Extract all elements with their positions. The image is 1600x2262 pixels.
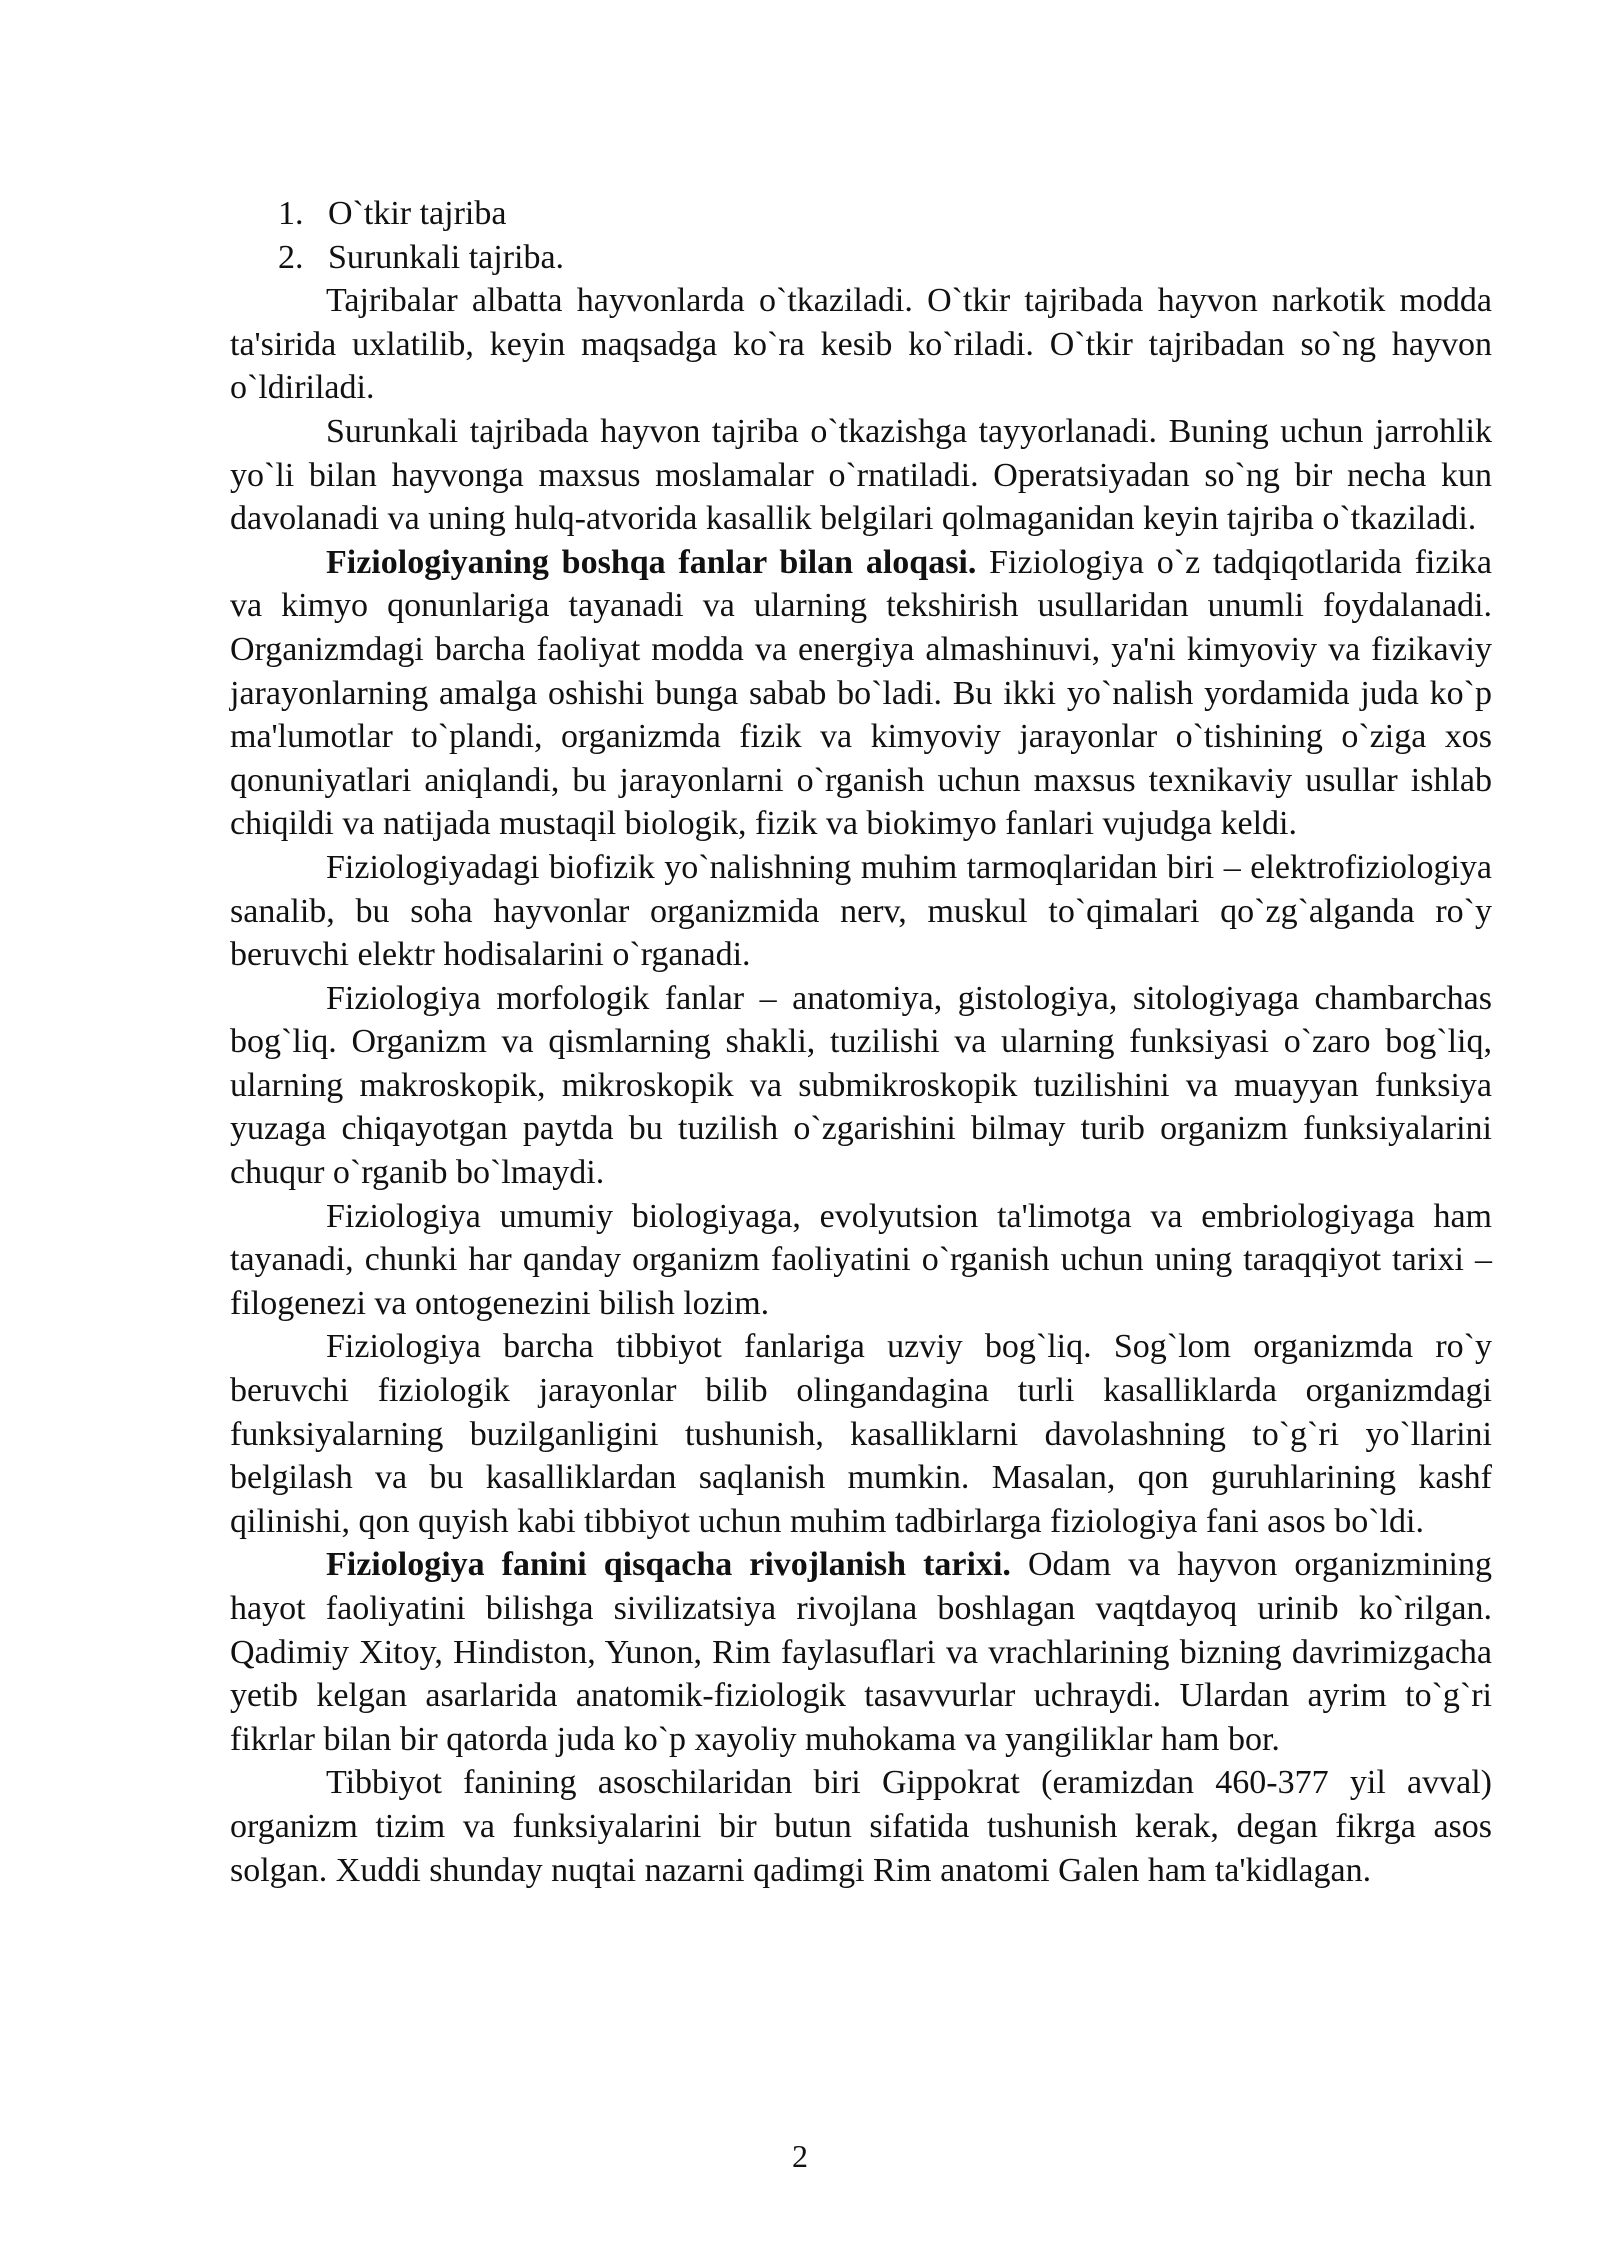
- paragraph-text: Fiziologiya morfologik fanlar – anatomiya, gistologiya, sitologiyaga chambarchas bog`liq. Organizm va qismlarning shakli, tuzilishi va ularning funksiyasi o`zaro bog`liq, ularning makroskopik, mikroskopik va submikroskopik tuzilishini va muayyan funksiya yuzaga chiqayotgan paytda bu tuzilish o`zgarishini bilmay turib organizm funksiyalarini chuqur o`rganib bo`lmaydi.: [230, 979, 1492, 1192]
- document-page: [230, 192, 1492, 1892]
- paragraph: [230, 1195, 1492, 1326]
- section-heading: Fiziologiya fanini qisqacha rivojlanish tarixi.: [326, 1546, 1011, 1584]
- paragraph-text: Fiziologiyadagi biofizik yo`nalishning muhim tarmoqlaridan biri – elektrofiziologiya sanalib, bu soha hayvonlar organizmida nerv, muskul to`qimalari qo`zg`alganda ro`y beruvchi elektr hodisalarini o`rganadi.: [230, 848, 1492, 974]
- list-text: O`tkir tajriba: [328, 195, 507, 232]
- paragraph: [230, 977, 1492, 1195]
- paragraph: [230, 846, 1492, 977]
- page-number: 2: [792, 2138, 808, 2174]
- paragraph-text: Fiziologiya o`z tadqiqotlarida fizika va kimyo qonunlariga tayanadi va ularning tekshirish usullaridan unumli foydalanadi. Organizmdagi barcha faoliyat modda va energiya almashinuvi, ya'ni kimyoviy va fizikaviy jarayonlarning amalga oshishi bunga sabab bo`ladi. Bu ikki yo`nalish yordamida juda ko`p ma'lumotlar to`plandi, organizmda fizik va kimyoviy jarayonlar o`tishining o`ziga xos qonuniyatlari aniqlandi, bu jarayonlarni o`rganish uchun maxsus texnikaviy usullar ishlab chiqildi va natijada mustaqil biologik, fizik va biokimyo fanlari vujudga keldi.: [230, 543, 1492, 843]
- list-number: 2.: [278, 238, 304, 276]
- section-heading: Fiziologiyaning boshqa fanlar bilan aloqasi.: [326, 543, 977, 581]
- list-number: 1.: [278, 195, 304, 232]
- paragraph: [230, 1761, 1492, 1892]
- paragraph: [230, 279, 1492, 410]
- paragraph-text: Tajribalar albatta hayvonlarda o`tkaziladi. O`tkir tajribada hayvon narkotik modda ta'sirida uxlatilib, keyin maqsadga ko`ra kesib ko`riladi. O`tkir tajribadan so`ng hayvon o`ldiriladi.: [230, 282, 1492, 407]
- paragraph: [230, 410, 1492, 541]
- paragraph-text: Fiziologiya umumiy biologiyaga, evolyutsion ta'limotga va embriologiyaga ham tayanadi, chunki har qanday organizm faoliyatini o`rganish uchun uning taraqqiyot tarixi – filogenezi va ontogenezini bilish lozim.: [230, 1197, 1492, 1322]
- list-item: [230, 192, 1492, 236]
- numbered-list: [230, 192, 1492, 279]
- paragraph: [230, 541, 1492, 846]
- paragraph-text: Tibbiyot fanining asoschilaridan biri Gippokrat (eramizdan 460-377 yil avval) organizm tizim va funksiyalarini bir butun sifatida tushunish kerak, degan fikrga asos solgan. Xuddi shunday nuqtai nazarni qadimgi Rim anatomi Galen ham ta'kidlagan.: [230, 1764, 1492, 1889]
- paragraph-text: Surunkali tajribada hayvon tajriba o`tkazishga tayyorlanadi. Buning uchun jarrohlik yo`li bilan hayvonga maxsus moslamalar o`rnatiladi. Operatsiyadan so`ng bir necha kun davolanadi va uning hulq-atvorida kasallik belgilari qolmaganidan keyin tajriba o`tkaziladi.: [230, 412, 1492, 538]
- list-text: Surunkali tajriba.: [328, 238, 565, 276]
- paragraph: [230, 1543, 1492, 1761]
- list-item: [230, 236, 1492, 280]
- paragraph-text: Fiziologiya barcha tibbiyot fanlariga uzviy bog`liq. Sog`lom organizmda ro`y beruvchi fiziologik jarayonlar bilib olingandagina turli kasalliklarda organizmdagi funksiyalarning buzilganligini tushunish, kasalliklarni davolashning to`g`ri yo`llarini belgilash va bu kasalliklardan saqlanish mumkin. Masalan, qon guruhlarining kashf qilinishi, qon quyish kabi tibbiyot uchun muhim tadbirlarga fiziologiya fani asos bo`ldi.: [230, 1328, 1492, 1540]
- paragraph: [230, 1325, 1492, 1543]
- paragraph-text: Odam va hayvon organizmining hayot faoliyatini bilishga sivilizatsiya rivojlana boshlagan vaqtdayoq urinib ko`rilgan. Qadimiy Xitoy, Hindiston, Yunon, Rim faylasuflari va vrachlarining bizning davrimizgacha yetib kelgan asarlarida anatomik-fiziologik tasavvurlar uchraydi. Ulardan ayrim to`g`ri fikrlar bilan bir qatorda juda ko`p xayoliy muhokama va yangiliklar ham bor.: [230, 1546, 1493, 1758]
